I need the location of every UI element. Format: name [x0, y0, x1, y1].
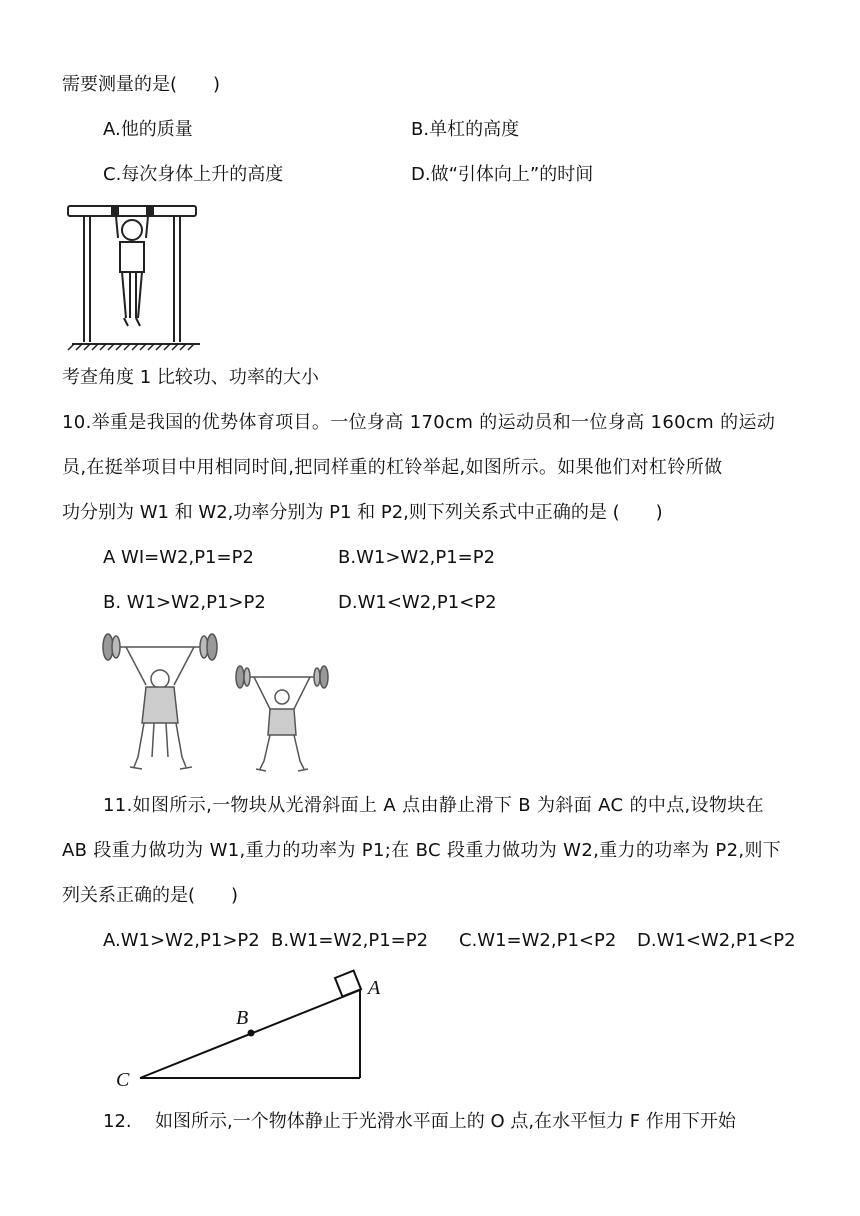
q11-option-b: B.W1=W2,P1=P2 [271, 930, 429, 951]
point-b-dot [248, 1030, 255, 1037]
q10-line-2: 员,在挺举项目中用相同时间,把同样重的杠铃举起,如图所示。如果他们对杠铃所做 [62, 457, 723, 478]
q11-option-c: C.W1=W2,P1<P2 [459, 930, 617, 951]
q11-line-1: 11.如图所示,一物块从光滑斜面上 A 点由静止滑下 B 为斜面 AC 的中点,设物块在 [103, 795, 765, 816]
section-heading: 考查角度 1 比较功、功率的大小 [62, 367, 319, 388]
q11-option-d: D.W1<W2,P1<P2 [637, 930, 796, 951]
q9-option-b: B.单杠的高度 [411, 119, 520, 140]
label-b: B [236, 1007, 249, 1029]
incline-figure [110, 962, 410, 1092]
q9-stem-tail: 需要测量的是( ) [62, 74, 221, 95]
label-c: C [116, 1069, 130, 1091]
label-a: A [368, 977, 381, 999]
q10-line-1: 10.举重是我国的优势体育项目。一位身高 170cm 的运动员和一位身高 160cm 的运动 [62, 412, 776, 433]
q10-line-3: 功分别为 W1 和 W2,功率分别为 P1 和 P2,则下列关系式中正确的是 ( ) [62, 502, 663, 523]
q9-option-d: D.做“引体向上”的时间 [411, 164, 594, 185]
q9-option-c: C.每次身体上升的高度 [103, 164, 284, 185]
sliding-block [335, 971, 361, 997]
q12-line: 如图所示,一个物体静止于光滑水平面上的 O 点,在水平恒力 F 作用下开始 [155, 1111, 736, 1132]
q11-option-a: A.W1>W2,P1>P2 [103, 930, 260, 951]
q10-option-b: B.W1>W2,P1=P2 [338, 547, 496, 568]
q11-line-2: AB 段重力做功为 W1,重力的功率为 P1;在 BC 段重力做功为 W2,重力的功率为 P2,则下 [62, 840, 782, 861]
q10-option-d: D.W1<W2,P1<P2 [338, 592, 497, 613]
q9-option-a: A.他的质量 [103, 119, 193, 140]
pull-up-figure [64, 200, 204, 350]
q11-line-3: 列关系正确的是( ) [62, 885, 239, 906]
q10-option-c: B. W1>W2,P1>P2 [103, 592, 266, 613]
weightlifters-figure [98, 627, 338, 777]
q12-number: 12. [103, 1111, 132, 1132]
q10-option-a: A WI=W2,P1=P2 [103, 547, 254, 568]
